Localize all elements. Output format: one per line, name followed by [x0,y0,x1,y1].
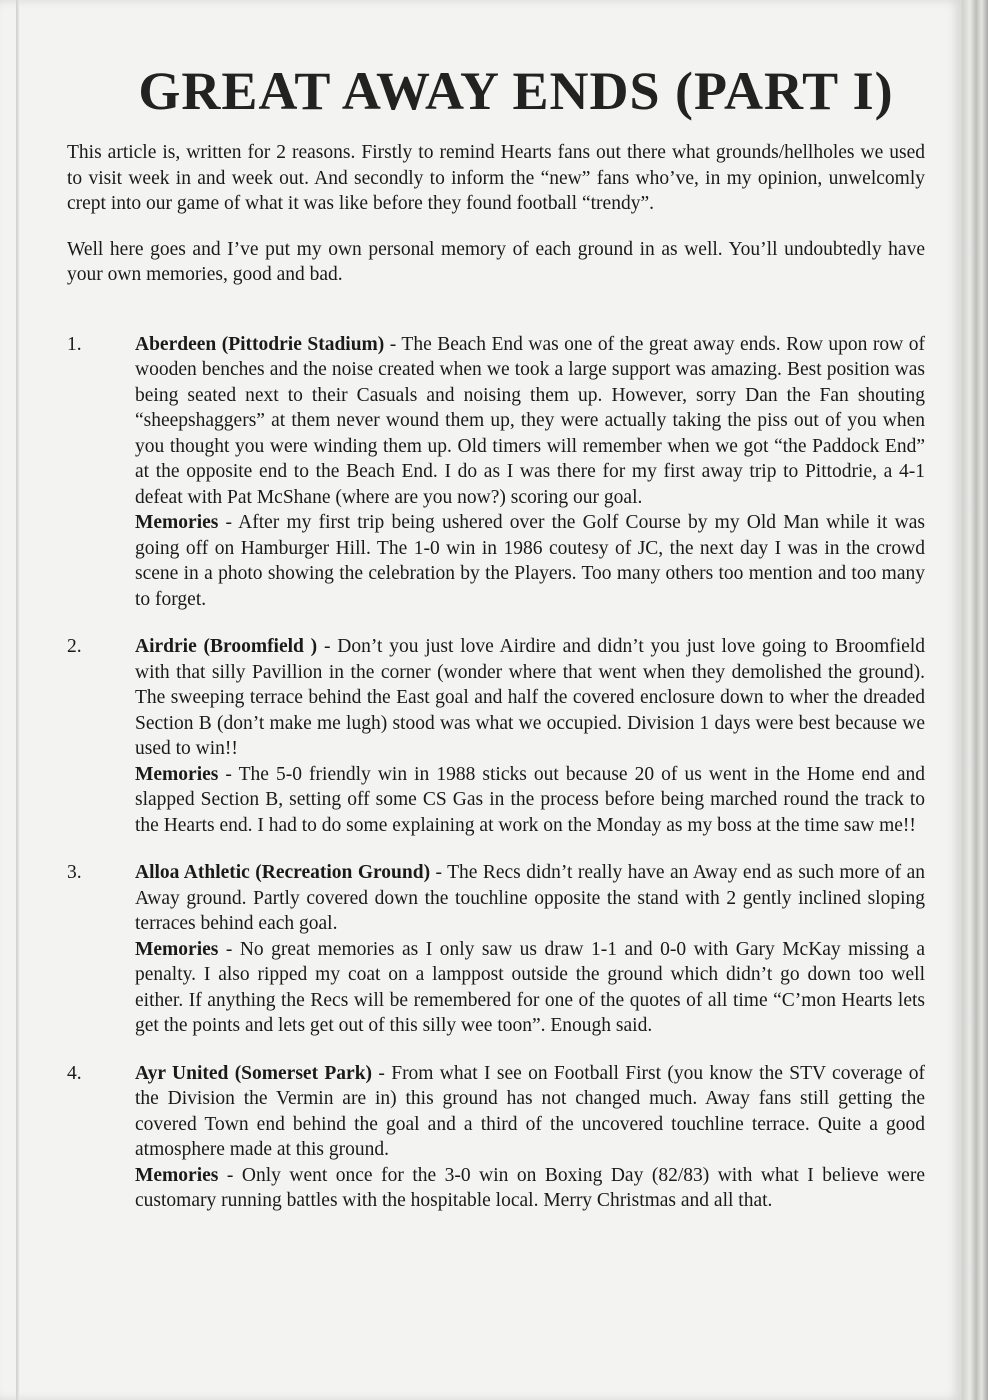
memories-text: - The 5-0 friendly win in 1988 sticks out because 20 of us went in the Home end and slapped Section B, setting off some CS Gas in the process before being marched round the track to the Hearts end. I had to do some explaining at work on the Monday as my boss at the time saw me!! [135,763,925,836]
item-memories [135,937,925,1039]
ground-name: Ayr United (Somerset Park) [135,1062,373,1084]
memories-text: - No great memories as I only saw us draw 1-1 and 0-0 with Gary McKay missing a penalty. I also ripped my coat on a lamppost outside the ground which didn’t go down too well either. If anything the Recs will be remembered for one of the quotes of all time “C’mon Hearts lets get the points and lets get out of this silly wee toon”. Enough said. [135,938,925,1036]
item-number: 4. [67,1062,82,1084]
item-number: 3. [67,862,82,883]
memories-text: - After my first trip being ushered over the Golf Course by my Old Man while it was going off on Hamburger Hill. The 1-0 win in 1986 coutesy of JC, the next day I was in the crowd scene in a photo showing the celebration by the Players. Too many others too mention and too many to forget. [135,512,925,610]
memories-text: - Only went once for the 3-0 win on Boxing Day (82/83) with what I believe were customary running battles with the hospitable local. Merry Christmas and all that. [135,1164,925,1211]
ground-name: Airdrie (Broomfield ) [135,636,318,657]
binding-edge [16,0,19,1400]
item-description [135,332,925,511]
item-number: 2. [67,636,82,657]
ground-text: - The Beach End was one of the great away ends. Row upon row of wooden benches and the noise created when we took a large support was amazing. Best position was being seated next to their Casuals and noising them up. However, sorry Dan the Fan shouting “sheepshaggers” at them never wound them up, they were actually taking the piss out of you when you thought you were winding them up. Old timers will remember when we got “the Paddock End” at the opposite end to the Beach End. I do as I was there for my first away trip to Pittodrie, a 4-1 defeat with Pat McShane (where are you now?) scoring our goal. [135,333,925,508]
item-description [135,634,925,762]
article [67,60,925,1236]
item-memories [135,510,925,612]
page-stack-edge [962,0,988,1400]
memories-label: Memories [135,938,219,960]
ground-text: - The Recs didn’t really have an Away end as such more of an Away ground. Partly covered down the touchline opposite the stand with 2 gently inclined sloping terraces behind each goal. [135,862,925,934]
article-title: GREAT AWAY ENDS (PART I) [138,61,894,121]
ground-name: Aberdeen (Pittodrie Stadium) [135,333,385,355]
list-item-aberdeen [67,332,925,613]
intro-paragraph-1: This article is, written for 2 reasons. Firstly to remind Hearts fans out there what grounds/hellholes we used to visit week in and week out. And secondly to inform the “new” fans who’ve, in my opinion, unwelcomly crept into our game of what it was like before they found football “trendy”. [67,142,925,214]
intro-paragraph-2: Well here goes and I’ve put my own personal memory of each ground in as well. You’ll undoubtedly have your own memories, good and bad. [67,238,925,285]
ground-text: - Don’t you just love Airdire and didn’t you just love going to Broomfield with that silly Pavillion in the corner (wonder where that went when they demolished the ground). The sweeping terrace behind the East goal and half the covered enclosure down to wher the dreaded Section B (don’t make me lugh) stood was what we occupied. Division 1 days were best because we used to win!! [135,636,925,759]
memories-label: Memories [135,1164,219,1186]
item-memories [135,762,925,839]
memories-label: Memories [135,512,219,533]
list-item-ayr [67,1061,925,1214]
item-description [135,860,925,937]
list-item-airdrie [67,634,925,838]
item-memories [135,1163,925,1214]
item-number: 1. [67,333,82,355]
list-item-alloa [67,860,925,1039]
ground-name: Alloa Athletic (Recreation Ground) [135,862,431,883]
ground-text: - From what I see on Football First (you know the STV coverage of the Division the Vermin are in) this ground has not changed much. Away fans still getting the covered Town end behind the goal and a third of the uncovered touchline terrace. Quite a good atmosphere made at this ground. [135,1062,926,1160]
memories-label: Memories [135,763,219,785]
item-description [135,1061,925,1163]
